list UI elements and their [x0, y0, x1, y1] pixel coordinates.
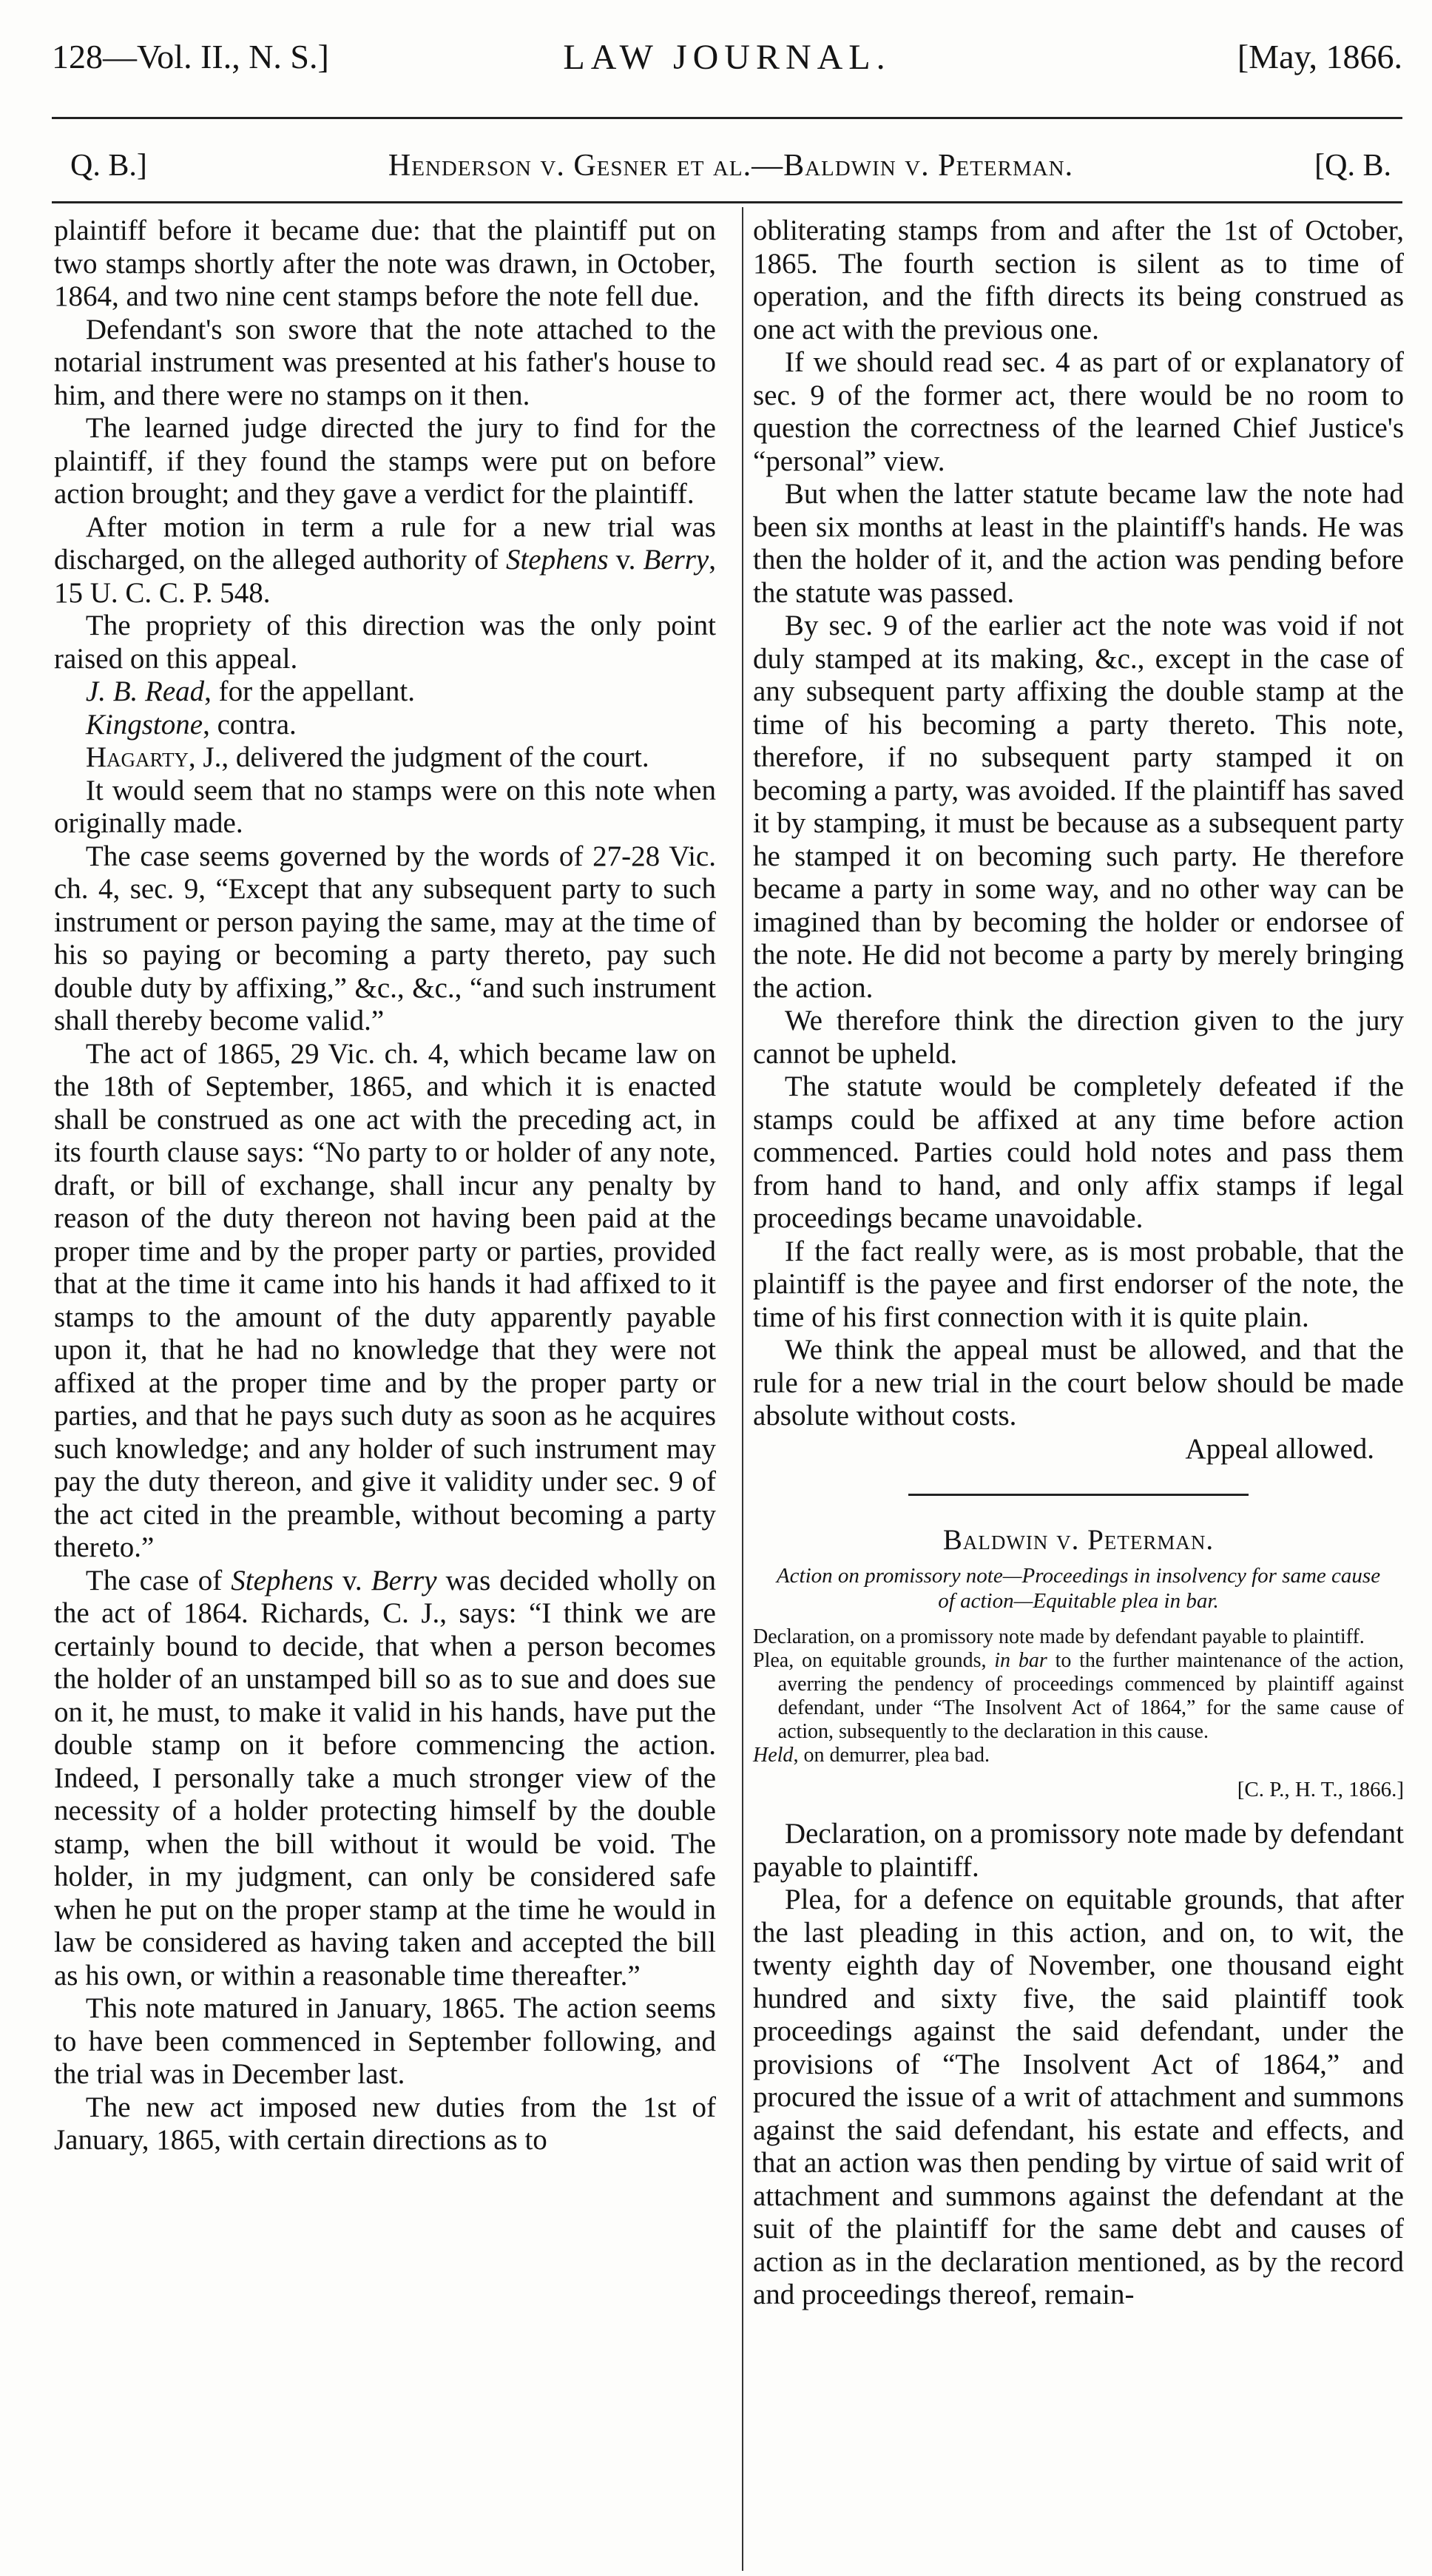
disposition: Appeal allowed. [1185, 1432, 1374, 1465]
paragraph: By sec. 9 of the earlier act the note was void if not duly stamped at its making, &c., except in the case of any subsequent party affixing the double stamp at the time of his becoming a party thereto. This note, therefore, if no subsequent party stamped it on becoming a party, was avoided. If the plaintiff has saved it by stamping, it must be because as a subsequent party he stamped it on becoming such party. He therefore became a party in some way, and no other way can be imagined than by becoming the holder or endorsee of the note. He did not become a party by merely bringing the action. [753, 610, 1404, 1004]
paragraph: The propriety of this direction was the only point raised on this appeal. [54, 610, 716, 675]
paragraph: obliterating stamps from and after the 1st of October, 1865. The fourth section is silent as to time of operation, and the fifth directs its being construed as one act with the previous one. [753, 215, 1404, 345]
section-rule [908, 1494, 1249, 1496]
paragraph: The act of 1865, 29 Vic. ch. 4, which became law on the 18th of September, 1865, and which it is enacted shall be construed as one act with the preceding act, in its fourth clause says: “No party to or holder of any note, draft, or bill of exchange, shall incur any penalty by reason of the duty thereon not having been paid at the proper time and by the proper party or parties, provided that at the time it came into his hands it had affixed to it stamps to the amount of the duty apparently payable upon it, that he had no knowledge that they were not affixed at the proper time and by the proper party or parties, and that he pays such duty as soon as he acquires such knowledge; and any holder of such instrument may pay the duty thereon, and give it validity under sec. 9 of the act cited in the preamble, without becoming a party thereto.” [54, 1037, 716, 1563]
column-divider [742, 207, 743, 2571]
paragraph: We therefore think the direction given to the jury cannot be upheld. [753, 1005, 1404, 1070]
counsel-line: J. B. Read, for the appellant. [85, 675, 415, 707]
paragraph: The case seems governed by the words of 27-28 Vic. ch. 4, sec. 9, “Except that any subsequent party to such instrument or person paying the same, may at the time of his so paying or becoming a party thereto, pay such double duty by affixing,” &c., &c., “and such instrument shall thereby become valid.” [54, 840, 716, 1036]
case-title: Baldwin v. Peterman. [942, 1524, 1215, 1556]
paragraph: The statute would be completely defeated if the stamps could be affixed at any time before action commenced. Parties could hold notes and pass them from hand to hand, and only affix stamps if legal proceedings became unavoidable. [753, 1070, 1404, 1234]
syllabus-item: Declaration, on a promissory note made by defendant payable to plaintiff. [753, 1625, 1365, 1648]
paragraph: Plea, for a defence on equitable grounds, that after the last pleading in this action, and on, to wit, the twenty eighth day of November, one thousand eight hundred and sixty five, the said plaintiff took proceedings against the said defendant, under the provisions of “The Insolvent Act of 1864,” and procured the issue of a writ of attachment and summons against the said defendant, his estate and effects, and that an action was then pending by virtue of said writ of attachment and summons against the defendant at the suit of the plaintiff for the same debt and causes of action as in the declaration mentioned, as by the record and proceedings thereof, remain- [753, 1884, 1404, 2310]
right-column [753, 215, 1404, 2312]
court-right: [Q. B. [1314, 149, 1391, 183]
paragraph: The new act imposed new duties from the 1st of January, 1865, with certain directions as to [54, 2091, 716, 2156]
judgment-intro: Hagarty, J., delivered the judgment of the court. [85, 741, 649, 773]
syllabus [753, 1625, 1404, 1767]
paragraph: It would seem that no stamps were on this note when originally made. [54, 774, 716, 839]
paragraph: We think the appeal must be allowed, and that the rule for a new trial in the court below should be made absolute without costs. [753, 1334, 1404, 1432]
paragraph: This note matured in January, 1865. The action seems to have been commenced in September following, and the trial was in December last. [54, 1992, 716, 2090]
syllabus-item: Plea, on equitable grounds, in bar to the further maintenance of the action, averring the pendency of proceedings commenced by plaintiff against defendant, under “The Insolvent Act of 1864,” for the same cause of action, subsequently to the declaration in this cause. [753, 1648, 1404, 1743]
header-rule [52, 117, 1402, 119]
journal-title: LAW JOURNAL. [563, 38, 891, 77]
paragraph: Defendant's son swore that the note attached to the notarial instrument was presented at his father's house to him, and there were no stamps on it then. [54, 313, 716, 411]
case-citation: Stephens [505, 544, 609, 576]
paragraph: The learned judge directed the jury to find for the plaintiff, if they found the stamps were put on before action brought; and they gave a verdict for the plaintiff. [54, 412, 716, 510]
case-names: Henderson v. Gesner et al.—Baldwin v. Peterman. [388, 149, 1074, 183]
headnote: Action on promissory note—Proceedings in insolvency for same cause of action—Equitable plea in bar. [776, 1563, 1381, 1613]
running-header [52, 37, 1402, 96]
paragraph: If the fact really were, as is most probable, that the plaintiff is the payee and first endorser of the note, the time of his first connection with it is quite plain. [753, 1235, 1404, 1333]
counsel-line: Kingstone, contra. [85, 708, 297, 741]
paragraph: If we should read sec. 4 as part of or explanatory of sec. 9 of the former act, there would be no room to question the correctness of the learned Chief Justice's “personal” view. [753, 346, 1404, 477]
paragraph: After motion in term a rule for a new trial was discharged, on the alleged authority of Stephens v. Berry, 15 U. C. C. P. 548. [54, 510, 716, 609]
issue-date: [May, 1866. [1237, 38, 1402, 75]
court-left: Q. B.] [70, 149, 147, 183]
paragraph: plaintiff before it became due: that the plaintiff put on two stamps shortly after the note was drawn, in October, 1864, and two nine cent stamps before the note fell due. [54, 215, 716, 312]
court-citation: [C. P., H. T., 1866.] [1237, 1777, 1404, 1801]
paragraph: Declaration, on a promissory note made by defendant payable to plaintiff. [753, 1818, 1404, 1883]
paragraph: But when the latter statute became law the note had been six months at least in the plaintiff's hands. He was then the holder of it, and the action was pending before the statute was passed. [753, 478, 1404, 609]
paragraph: The case of Stephens v. Berry was decided wholly on the act of 1864. Richards, C. J., says: “I think we are certainly bound to decide, that when a person becomes the holder of an unstamped bill so as to sue and does sue on it, he must, to make it valid in his hands, have put the double stamp on it before commencing the action. Indeed, I personally take a much stronger view of the necessity of a holder protecting himself by the double stamp, when the bill without it would be void. The holder, in my judgment, can only be considered safe when he put on the proper stamp at the time he would in law be considered as having taken and accepted the bill as his own, or within a reasonable time thereafter.” [54, 1564, 716, 1992]
case-citation: Berry [643, 544, 709, 576]
case-header [70, 148, 1391, 192]
syllabus-item: Held, on demurrer, plea bad. [753, 1743, 990, 1767]
left-column [54, 215, 716, 2157]
volume-label: 128—Vol. II., N. S.] [52, 38, 329, 75]
subheader-rule [52, 201, 1402, 203]
